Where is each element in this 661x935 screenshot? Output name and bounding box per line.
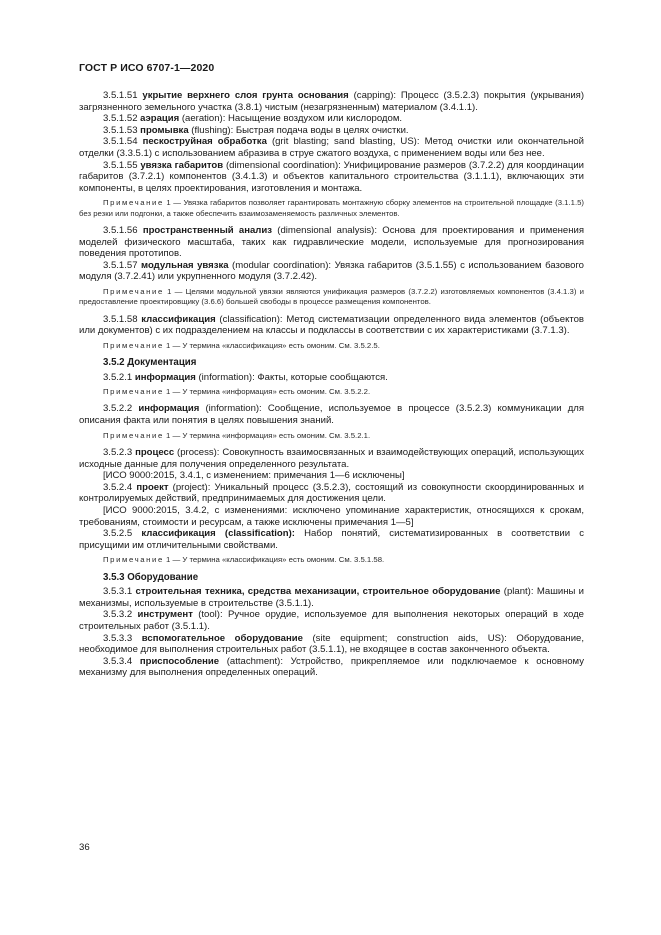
term-number: 3.5.2.2 bbox=[103, 403, 133, 415]
note-text: 1 — У термина «классификация» есть омоним. См. 3.5.2.5. bbox=[166, 340, 380, 350]
term-name: укрытие верхнего слоя грунта основания bbox=[142, 90, 349, 101]
term-number: 3.5.1.56 bbox=[103, 224, 138, 236]
term-number: 3.5.2.4 bbox=[103, 481, 133, 493]
term-number: 3.5.1.58 bbox=[103, 313, 138, 325]
term-entry bbox=[79, 656, 584, 679]
term-definition: (information): Сообщение, используемое в процессе (3.5.2.3) коммуникации для описания факта или понятия в целях повышения знаний. bbox=[79, 403, 584, 427]
term-definition: (attachment): Устройство, прикрепляемое или подключаемое к основному механизму для выполнения определенных операций. bbox=[79, 655, 584, 679]
term-number: 3.5.1.51 bbox=[103, 90, 138, 101]
term-definition: (site equipment; construction aids, US): Оборудование, необходимое для выполнения строительных работ (3.5.1.1), не входящее в состав законченного объекта. bbox=[79, 632, 584, 656]
term-entry bbox=[79, 633, 584, 656]
term-definition: (plant): Машины и механизмы, используемые в строительстве (3.5.1.1). bbox=[79, 586, 584, 609]
note-label: Примечание bbox=[103, 286, 164, 296]
term-name: инструмент bbox=[137, 609, 193, 621]
term-definition: (grit blasting; sand blasting, US): Метод очистки или окончательной отделки (3.3.5.1) с использованием абразива в струе сжатого воздуха, с применением воды или без нее. bbox=[79, 136, 584, 159]
term-name: модульная увязка bbox=[141, 259, 229, 271]
term-number: 3.5.3.2 bbox=[103, 609, 133, 621]
term-entry bbox=[79, 90, 584, 113]
term-number: 3.5.2.1 bbox=[103, 371, 133, 383]
term-number: 3.5.3.1 bbox=[103, 586, 133, 598]
term-number: 3.5.1.52 bbox=[103, 113, 138, 125]
note bbox=[79, 198, 584, 219]
term-number: 3.5.1.53 bbox=[103, 124, 138, 136]
term-name: увязка габаритов bbox=[140, 159, 224, 171]
term-definition: (aeration): Насыщение воздухом или кислородом. bbox=[179, 113, 403, 125]
source-reference: [ИСО 9000:2015, 3.4.1, с изменением: примечания 1—6 исключены] bbox=[103, 470, 405, 482]
note-text: 1 — Целями модульной увязки являются унификация размеров (3.7.2.2) изготовляемых компонентов (3.4.1.3) и предоставление проектировщику (3.6.6) большей свободы в процессе размещения компонентов. bbox=[79, 286, 584, 307]
term-name: процесс bbox=[135, 446, 175, 458]
term-entry bbox=[79, 125, 584, 137]
term-entry bbox=[79, 136, 584, 159]
term-definition: (tool): Ручное орудие, используемое для выполнения некоторых операций в ходе строительных работ (3.5.1.1). bbox=[79, 609, 584, 632]
term-definition: (project): Уникальный процесс (3.5.2.3), состоящий из совокупности скоординированных и контролируемых действий, предпринимаемых для достижения цели. bbox=[79, 481, 584, 505]
note bbox=[79, 431, 584, 441]
term-name: строительная техника, средства механизации, строительное оборудование bbox=[135, 586, 501, 598]
term-definition: (classification): Метод систематизации определенного вида элементов (объектов или документов) с их подразделением на классы и подклассы в соответствии с их характеристиками (3.7.1.3). bbox=[79, 313, 584, 337]
section-heading: 3.5.3 Оборудование bbox=[103, 571, 199, 583]
note bbox=[79, 387, 584, 397]
term-name: проект bbox=[136, 481, 169, 493]
term-entry bbox=[79, 482, 584, 505]
note-text: 1 — У термина «информация» есть омоним. См. 3.5.2.2. bbox=[166, 387, 371, 397]
term-entry bbox=[79, 160, 584, 195]
note bbox=[79, 287, 584, 308]
term-definition: (dimensional coordination): Унифицирование размеров (3.7.2.2) для координации габаритов (3.7.2.1) компонентов (3.4.1.3) и объектов капитального строительства (3.1.1.1), включающих эти компоненты, в целях проектирования, изготовления и монтажа. bbox=[79, 159, 584, 194]
term-entry bbox=[79, 314, 584, 337]
term-number: 3.5.2.3 bbox=[103, 446, 133, 458]
term-entry bbox=[79, 372, 584, 384]
term-name: пространственный анализ bbox=[142, 224, 272, 236]
term-entry bbox=[79, 447, 584, 470]
page-number: 36 bbox=[79, 842, 90, 853]
term-name: пескоструйная обработка bbox=[142, 136, 267, 148]
term-definition: Набор понятий, систематизированных в соответствии с присущими им отличительными свойствами. bbox=[79, 528, 584, 551]
term-number: 3.5.1.57 bbox=[103, 259, 138, 271]
term-entry bbox=[79, 528, 584, 551]
term-definition: (information): Факты, которые сообщаются. bbox=[195, 371, 388, 383]
term-entry bbox=[79, 586, 584, 609]
section-heading: 3.5.2 Документация bbox=[103, 356, 197, 368]
note bbox=[79, 341, 584, 351]
term-number: 3.5.1.55 bbox=[103, 159, 138, 171]
note-label: Примечание bbox=[103, 387, 164, 397]
term-entry bbox=[79, 225, 584, 260]
note-text: 1 — У термина «классификация» есть омоним. См. 3.5.1.58. bbox=[166, 555, 385, 565]
term-definition: (dimensional analysis): Основа для проектирования и применения моделей физического масштаба, таких как гидравлические модели, используемые для прогнозирования поведения прототипов. bbox=[79, 224, 584, 260]
term-name: информация bbox=[138, 403, 200, 415]
term-definition: (process): Совокупность взаимосвязанных и взаимодействующих операций, использующих исходные данные для получения определенного результата. bbox=[79, 446, 584, 470]
term-name: аэрация bbox=[140, 113, 180, 125]
term-number: 3.5.2.5 bbox=[103, 528, 133, 540]
term-definition: (modular coordination): Увязка габаритов (3.5.1.55) с использованием базового модуля (3.7.2.41) или укрупненного модуля (3.7.2.42). bbox=[79, 259, 584, 283]
term-entry bbox=[79, 403, 584, 426]
note bbox=[79, 555, 584, 565]
document-body bbox=[79, 90, 584, 679]
term-definition: (capping): Процесс (3.5.2.3) покрытия (укрывания) загрязненного земельного участка (3.8.1) чистым (незагрязненным) материалом (3.4.1.1). bbox=[79, 90, 585, 113]
term-entry bbox=[79, 113, 584, 125]
term-number: 3.5.1.54 bbox=[103, 136, 138, 148]
note-label: Примечание bbox=[103, 198, 164, 208]
term-entry bbox=[79, 609, 584, 632]
document-header: ГОСТ Р ИСО 6707-1—2020 bbox=[79, 62, 215, 74]
term-name: приспособление bbox=[139, 655, 220, 667]
term-name: вспомогательное оборудование bbox=[141, 632, 303, 644]
note-label: Примечание bbox=[103, 340, 164, 350]
term-name: классификация (classification): bbox=[141, 528, 295, 540]
term-number: 3.5.3.3 bbox=[103, 632, 133, 644]
term-name: классификация bbox=[141, 313, 216, 325]
term-name: промывка bbox=[140, 124, 189, 136]
term-definition: (flushing): Быстрая подача воды в целях очистки. bbox=[188, 124, 409, 136]
source-reference: [ИСО 9000:2015, 3.4.2, с изменениями: исключено упоминание характеристик, относящихся к срокам, требованиям, стоимости и ресурсам, а также исключены примечания 1—5] bbox=[79, 504, 584, 528]
term-number: 3.5.3.4 bbox=[103, 655, 133, 667]
note-text: 1 — У термина «информация» есть омоним. См. 3.5.2.1. bbox=[166, 430, 371, 440]
note-label: Примечание bbox=[103, 555, 164, 565]
note-text: 1 — Увязка габаритов позволяет гарантировать монтажную сборку элементов на строительной площадке (3.1.1.5) без резки или подгонки, а также обеспечить взаимозаменяемость различных элементов. bbox=[79, 198, 584, 218]
term-name: информация bbox=[134, 371, 196, 383]
note-label: Примечание bbox=[103, 430, 164, 440]
term-entry bbox=[79, 260, 584, 283]
